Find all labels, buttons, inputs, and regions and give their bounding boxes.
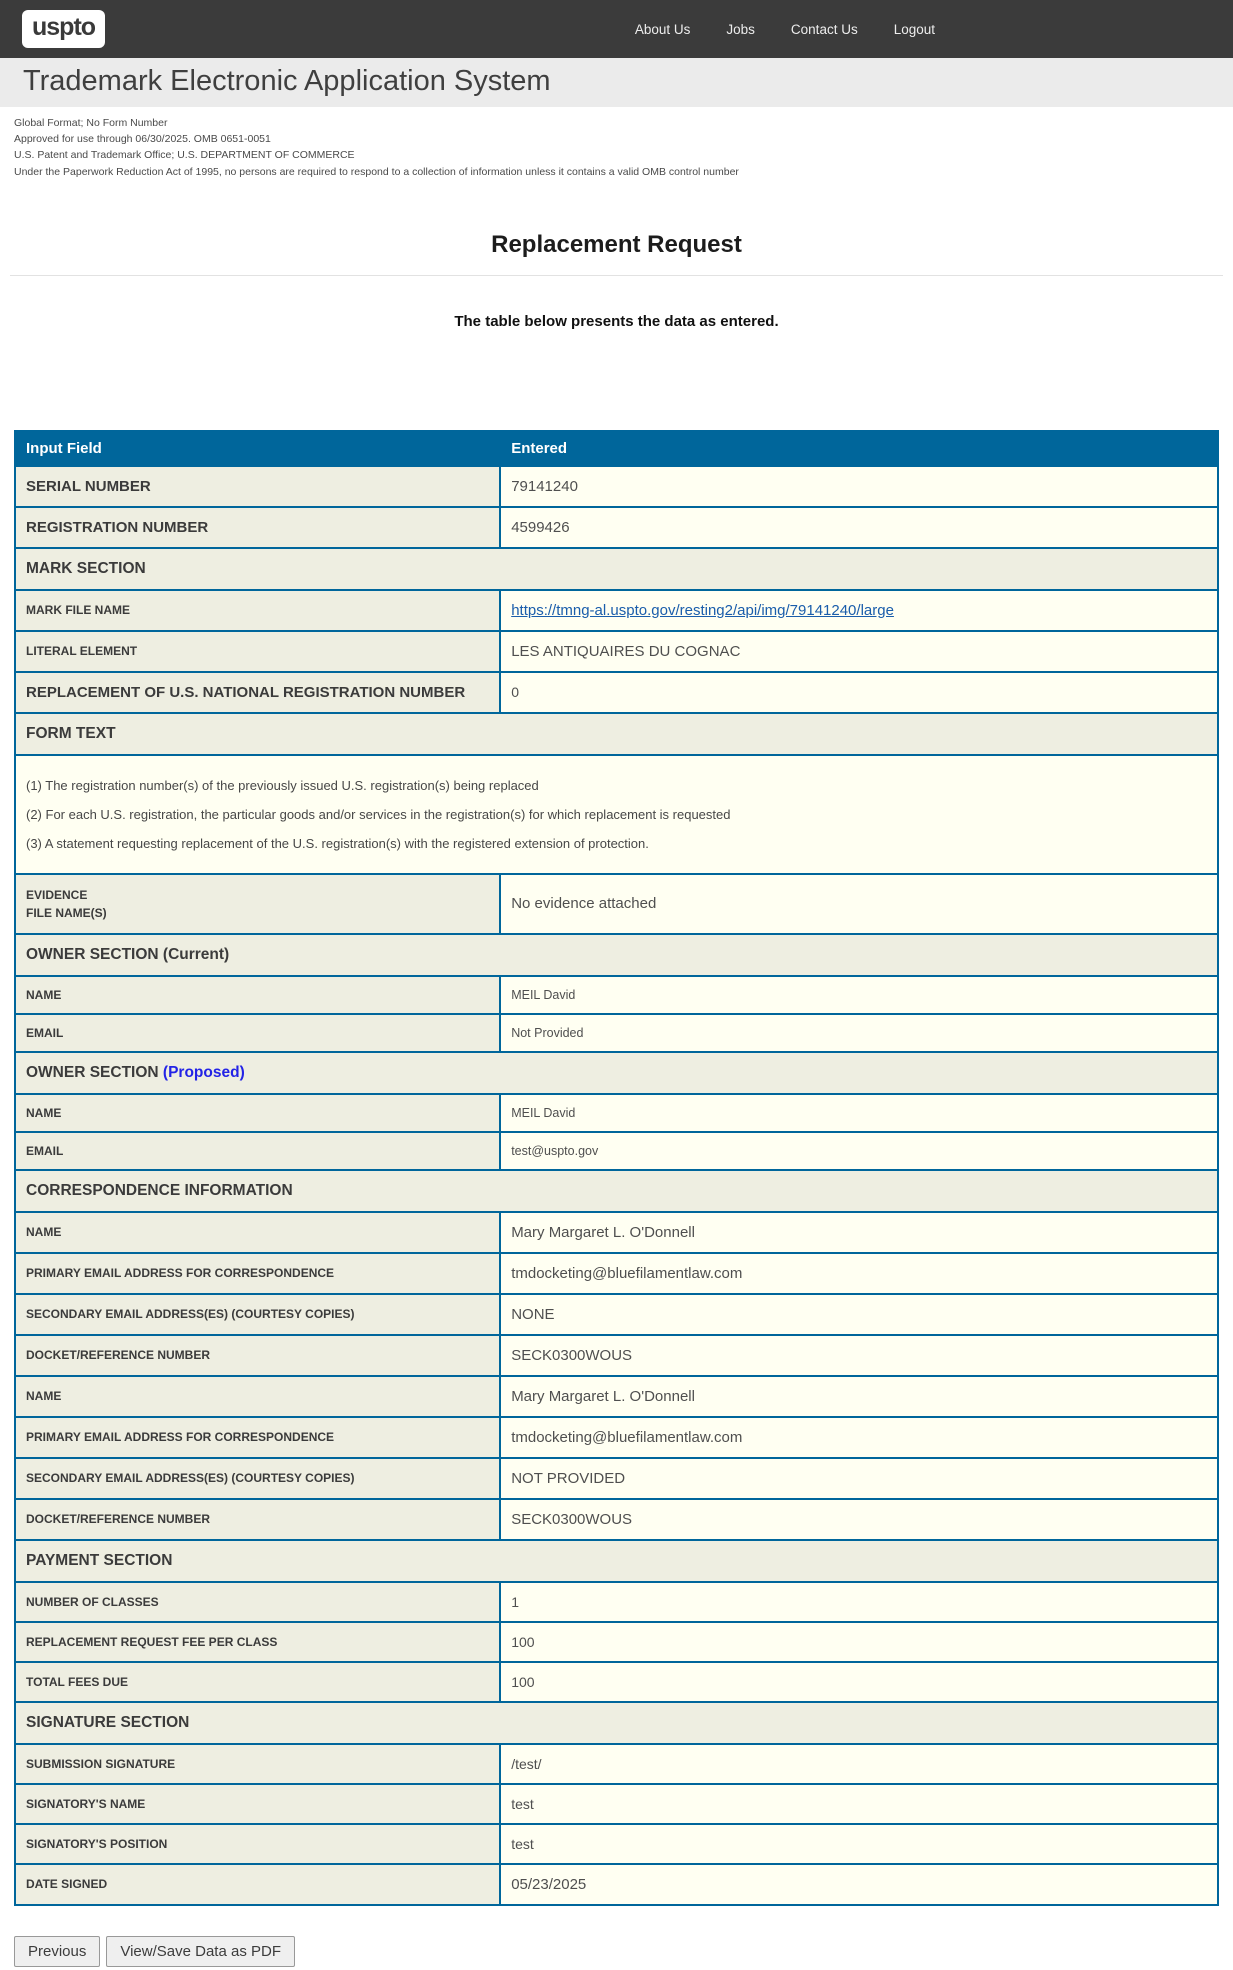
row-value: Mary Margaret L. O'Donnell: [501, 1213, 1217, 1252]
row-value: MEIL David: [501, 1095, 1217, 1131]
row-value: 1: [501, 1583, 1217, 1621]
row-label-line: EVIDENCE: [26, 887, 88, 902]
table-row: [16, 632, 1217, 671]
row-label: EMAIL: [16, 1015, 499, 1051]
entered-data-table: [14, 430, 1219, 1906]
table-row: [16, 1213, 1217, 1252]
table-row: [16, 1418, 1217, 1457]
section-title-text: PAYMENT SECTION: [26, 1551, 173, 1569]
row-label: SERIAL NUMBER: [16, 467, 499, 506]
form-meta-line: U.S. Patent and Trademark Office; U.S. DEPARTMENT OF COMMERCE: [14, 149, 355, 162]
table-row: [16, 1336, 1217, 1375]
section-title: [16, 935, 1217, 975]
form-text-row: [16, 756, 1217, 873]
row-label: REGISTRATION NUMBER: [16, 508, 499, 547]
form-text-paragraph: (1) The registration number(s) of the previously issued U.S. registration(s) being replaced: [26, 777, 539, 793]
uspto-logo[interactable]: uspto: [22, 10, 105, 48]
section-title-text: OWNER SECTION (Current): [26, 945, 230, 963]
column-header-input-field: Input Field: [16, 432, 499, 465]
row-value: [501, 591, 1217, 630]
row-value: 100: [501, 1623, 1217, 1661]
table-row: [16, 1377, 1217, 1416]
section-title-text: FORM TEXT: [26, 724, 116, 742]
row-label: PRIMARY EMAIL ADDRESS FOR CORRESPONDENCE: [16, 1254, 499, 1293]
section-title-text: SIGNATURE SECTION: [26, 1713, 190, 1731]
row-label: MARK FILE NAME: [16, 591, 499, 630]
row-value: tmdocketing@bluefilamentlaw.com: [501, 1254, 1217, 1293]
mark-file-link[interactable]: https://tmng-al.uspto.gov/resting2/api/img/79141240/large: [511, 601, 894, 619]
app-title: Trademark Electronic Application System: [23, 65, 551, 97]
table-row: [16, 977, 1217, 1013]
section-title: [16, 1541, 1217, 1581]
app-title-banner: [0, 58, 1233, 107]
form-meta-line: Global Format; No Form Number: [14, 117, 168, 129]
row-value: NOT PROVIDED: [501, 1459, 1217, 1498]
section-title-suffix: (Proposed): [158, 1063, 245, 1081]
row-value: 4599426: [501, 508, 1217, 547]
entered-data-table-container: [0, 430, 1233, 1906]
table-row: [16, 1133, 1217, 1169]
section-header-row: [16, 1541, 1217, 1581]
table-row: [16, 1095, 1217, 1131]
row-label: SECONDARY EMAIL ADDRESS(ES) (COURTESY COPIES): [16, 1295, 499, 1334]
table-row: [16, 1459, 1217, 1498]
form-text-paragraphs: [16, 756, 1217, 873]
section-title-text: OWNER SECTION: [26, 1063, 159, 1081]
row-value: tmdocketing@bluefilamentlaw.com: [501, 1418, 1217, 1457]
row-label: DOCKET/REFERENCE NUMBER: [16, 1500, 499, 1539]
form-meta: [14, 116, 1233, 179]
row-value: test: [501, 1825, 1217, 1863]
row-value: 79141240: [501, 467, 1217, 506]
section-title: [16, 1053, 1217, 1093]
table-row: [16, 1254, 1217, 1293]
table-row: [16, 1825, 1217, 1863]
intro-text: The table below presents the data as entered.: [454, 312, 779, 330]
row-value: /test/: [501, 1745, 1217, 1783]
entered-data-table-body: [16, 467, 1217, 1904]
section-title: [16, 714, 1217, 754]
row-value: No evidence attached: [501, 875, 1217, 933]
row-value: Not Provided: [501, 1015, 1217, 1051]
section-header-row: [16, 1703, 1217, 1743]
row-value: test: [501, 1785, 1217, 1823]
row-label: PRIMARY EMAIL ADDRESS FOR CORRESPONDENCE: [16, 1418, 499, 1457]
top-nav-links: [635, 22, 935, 37]
table-header-row: [16, 432, 1217, 465]
row-label: LITERAL ELEMENT: [16, 632, 499, 671]
row-label: TOTAL FEES DUE: [16, 1663, 499, 1701]
top-nav-bar: [0, 0, 1233, 58]
row-label: EMAIL: [16, 1133, 499, 1169]
section-title: [16, 549, 1217, 589]
row-value: Mary Margaret L. O'Donnell: [501, 1377, 1217, 1416]
table-row: [16, 1583, 1217, 1621]
row-label: REPLACEMENT REQUEST FEE PER CLASS: [16, 1623, 499, 1661]
form-meta-line: Approved for use through 06/30/2025. OMB 0651-0051: [14, 133, 271, 146]
form-text-paragraph: (3) A statement requesting replacement of the U.S. registration(s) with the registered extension of protection.: [26, 835, 649, 851]
footer-actions: [14, 1936, 1233, 1967]
row-value: test@uspto.gov: [501, 1133, 1217, 1169]
row-value: SECK0300WOUS: [501, 1336, 1217, 1375]
table-row: [16, 591, 1217, 630]
table-row: [16, 875, 1217, 933]
previous-button[interactable]: Previous: [14, 1936, 100, 1967]
table-row: [16, 673, 1217, 712]
row-label: SUBMISSION SIGNATURE: [16, 1745, 499, 1783]
table-row: [16, 1015, 1217, 1051]
row-label: NAME: [16, 1213, 499, 1252]
section-title-text: MARK SECTION: [26, 559, 146, 577]
row-value: 100: [501, 1663, 1217, 1701]
row-label: REPLACEMENT OF U.S. NATIONAL REGISTRATION NUMBER: [16, 673, 499, 712]
row-value: SECK0300WOUS: [501, 1500, 1217, 1539]
table-row: [16, 1745, 1217, 1783]
row-value: LES ANTIQUAIRES DU COGNAC: [501, 632, 1217, 671]
row-label: SIGNATORY'S POSITION: [16, 1825, 499, 1863]
row-value: 0: [501, 673, 1217, 712]
row-label: NAME: [16, 1095, 499, 1131]
table-row: [16, 467, 1217, 506]
row-label: [16, 875, 499, 933]
section-header-row: [16, 935, 1217, 975]
section-header-row: [16, 549, 1217, 589]
table-row: [16, 1785, 1217, 1823]
row-label: DOCKET/REFERENCE NUMBER: [16, 1336, 499, 1375]
section-header-row: [16, 1053, 1217, 1093]
row-label: NUMBER OF CLASSES: [16, 1583, 499, 1621]
row-label: SIGNATORY'S NAME: [16, 1785, 499, 1823]
table-row: [16, 1865, 1217, 1904]
table-row: [16, 508, 1217, 547]
row-label-line: FILE NAME(S): [26, 905, 107, 920]
table-row: [16, 1500, 1217, 1539]
form-text-paragraph: (2) For each U.S. registration, the particular goods and/or services in the registration(s) for which replacement is requested: [26, 806, 731, 822]
page-title: Replacement Request: [491, 230, 742, 258]
nav-link-logout[interactable]: Logout: [893, 21, 935, 37]
view-save-pdf-button[interactable]: View/Save Data as PDF: [106, 1936, 295, 1967]
section-header-row: [16, 714, 1217, 754]
section-title-text: CORRESPONDENCE INFORMATION: [26, 1181, 293, 1199]
nav-link-about-us[interactable]: About Us: [634, 21, 691, 37]
form-meta-line: Under the Paperwork Reduction Act of 1995, no persons are required to respond to a collection of information unless it contains a valid OMB control number: [14, 165, 739, 178]
section-header-row: [16, 1171, 1217, 1211]
row-label: NAME: [16, 977, 499, 1013]
row-value: MEIL David: [501, 977, 1217, 1013]
table-row: [16, 1663, 1217, 1701]
table-row: [16, 1295, 1217, 1334]
nav-link-contact-us[interactable]: Contact Us: [790, 21, 858, 37]
row-label: SECONDARY EMAIL ADDRESS(ES) (COURTESY COPIES): [16, 1459, 499, 1498]
title-divider: [10, 275, 1223, 276]
column-header-entered: Entered: [501, 432, 1217, 465]
section-title: [16, 1703, 1217, 1743]
row-value: 05/23/2025: [501, 1865, 1217, 1904]
table-row: [16, 1623, 1217, 1661]
row-label: NAME: [16, 1377, 499, 1416]
row-value: NONE: [501, 1295, 1217, 1334]
nav-link-jobs[interactable]: Jobs: [726, 21, 755, 37]
section-title: [16, 1171, 1217, 1211]
row-label: DATE SIGNED: [16, 1865, 499, 1904]
